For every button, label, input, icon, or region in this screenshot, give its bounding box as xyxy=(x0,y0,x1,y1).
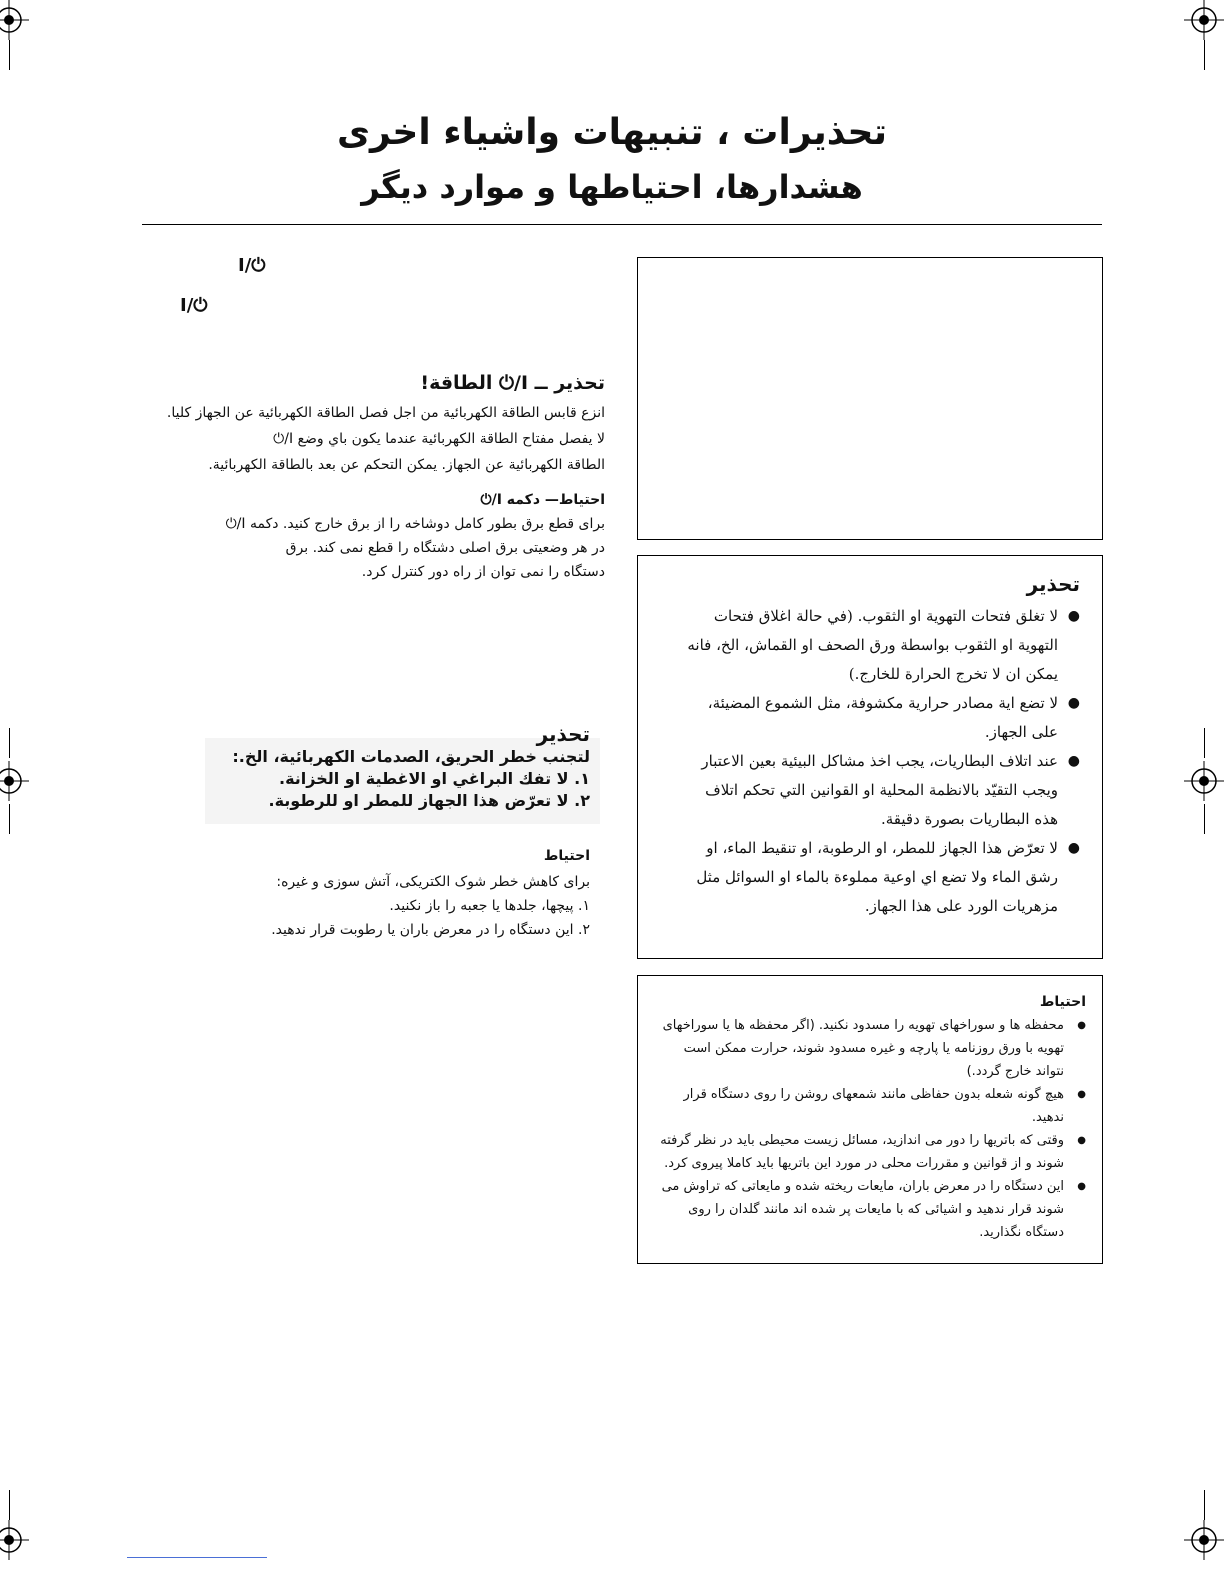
list-item: ● لا تغلق فتحات التهوية او الثقوب. (في حالة اغلاق فتحات التهوية او الثقوب بواسطة ورق الصحف او القماش، الخ، فانه يمكن ان لا تخرج الحرارة للخارج.) xyxy=(678,602,1080,689)
power-caution-persian-line: دستگاه را نمی توان از راه دور کنترل کرد. xyxy=(361,564,605,580)
crop-line-mid-right-lower xyxy=(1204,804,1205,834)
caution-persian-block xyxy=(260,848,590,942)
registration-mark-mid-left xyxy=(0,761,29,801)
footer-mark xyxy=(127,1557,267,1558)
warning-arabic-line: ٢. لا تعرّض هذا الجهاز للمطر او للرطوبة. xyxy=(268,791,590,810)
power-warning-arabic-heading: تحذير ــ I/⏻ الطاقة! xyxy=(420,372,605,394)
warning-arabic-heading: تحذير xyxy=(536,722,590,746)
page-title-arabic: تحذيرات ، تنبيهات واشياء اخرى xyxy=(337,112,887,153)
registration-mark-mid-right xyxy=(1184,761,1224,801)
list-item: ● عند اتلاف البطاريات، يجب اخذ مشاكل البيئية بعين الاعتبار ويجب التقيّد بالانظمة المحلية او القوانين التي تحكم اتلاف هذه البطاريات بصورة دقيقة. xyxy=(678,747,1080,834)
power-warning-arabic-line: الطاقة الكهربائية عن الجهاز. يمكن التحكم عن بعد بالطاقة الكهربائية. xyxy=(208,457,605,473)
registration-mark-top-right xyxy=(1184,0,1224,40)
power-caution-persian-line: برای قطع برق بطور کامل دوشاخه را از برق خارج کنید. دکمه I/⏻ xyxy=(225,516,605,532)
warning-box-arabic-heading: تحذير xyxy=(1026,572,1080,596)
list-item: ● این دستگاه را در معرض باران، مایعات ریخته شده و مایعاتی که تراوش می شوند قرار ندهید و اشیائی که با مایعات پر شده اند مانند گلدان را روی دستگاه نگذارید. xyxy=(658,1175,1086,1244)
power-warning-arabic-line: انزع قابس الطاقة الكهربائية من اجل فصل الطاقة الكهربائية عن الجهاز كليا. xyxy=(166,405,605,421)
caution-box-persian xyxy=(637,975,1103,1264)
power-warning-arabic-line: لا يفصل مفتاح الطاقة الكهربائية عندما يكون باي وضع I/⏻ xyxy=(273,431,605,447)
registration-mark-top-left xyxy=(0,0,29,40)
power-symbol-2: I/⏻ xyxy=(180,295,208,316)
registration-mark-bottom-right xyxy=(1184,1520,1224,1560)
caution-persian-line: ٢. این دستگاه را در معرض باران یا رطوبت قرار ندهید. xyxy=(271,922,590,938)
power-caution-persian xyxy=(130,492,605,584)
caution-box-persian-heading: احتیاط xyxy=(1039,994,1086,1010)
list-item: ● وقتی که باتریها را دور می اندازید، مسائل زیست محیطی باید در نظر گرفته شوند و از قوانین و مقررات محلی در مورد این باتریها باید کاملا پیروی کرد. xyxy=(658,1129,1086,1175)
warning-arabic-block xyxy=(205,722,590,812)
crop-line-mid-left-lower xyxy=(9,804,10,834)
crop-line-mid-right-upper xyxy=(1204,728,1205,758)
caution-persian-line: برای کاهش خطر شوک الکتریکی، آتش سوزی و غیره: xyxy=(276,874,590,890)
power-warning-arabic xyxy=(130,372,605,478)
warning-arabic-line: ١. لا تفك البراغي او الاغطية او الخزانة. xyxy=(278,769,590,788)
power-caution-persian-line: در هر وضعیتی برق اصلی دشتگاه را قطع نمی کند. برق xyxy=(285,540,605,556)
title-divider xyxy=(142,224,1102,225)
empty-frame xyxy=(637,257,1103,540)
page-title-persian: هشدارها، احتیاطها و موارد دیگر xyxy=(361,168,863,206)
power-caution-persian-heading: احتیاط— دکمه I/⏻ xyxy=(480,492,605,508)
list-item: ● هیچ گونه شعله بدون حفاظی مانند شمعهای روشن را روی دستگاه قرار ندهید. xyxy=(658,1083,1086,1129)
warning-arabic-line: لتجنب خطر الحريق، الصدمات الكهربائية، الخ.: xyxy=(232,747,590,766)
caution-persian-line: ١. پیچها، جلدها یا جعبه را باز نکنید. xyxy=(389,898,590,914)
list-item: ● لا تضع اية مصادر حرارية مكشوفة، مثل الشموع المضيئة، على الجهاز. xyxy=(678,689,1080,747)
crop-line-bottom-left xyxy=(9,1490,10,1520)
list-item: ● لا تعرّض هذا الجهاز للمطر، او الرطوبة، او تنقيط الماء، او رشق الماء ولا تضع اي اوعية مملوءة بالماء او السوائل مثل مزهريات الورد على هذا الجهاز. xyxy=(678,834,1080,921)
crop-line-bottom-right xyxy=(1204,1490,1205,1520)
crop-line-top-left xyxy=(9,40,10,70)
caution-persian-heading: احتیاط xyxy=(543,848,590,864)
list-item: ● محفظه ها و سوراخهای تهویه را مسدود نکنید. (اگر محفظه ها یا سوراخهای تهویه با ورق روزنامه یا پارچه و غیره مسدود شوند، حرارت ممکن است نتواند خارج گردد.) xyxy=(658,1014,1086,1083)
power-symbol-1: I/⏻ xyxy=(238,255,266,276)
crop-line-mid-left-upper xyxy=(9,728,10,758)
warning-box-arabic xyxy=(637,555,1103,959)
crop-line-top-right xyxy=(1204,40,1205,70)
registration-mark-bottom-left xyxy=(0,1520,29,1560)
